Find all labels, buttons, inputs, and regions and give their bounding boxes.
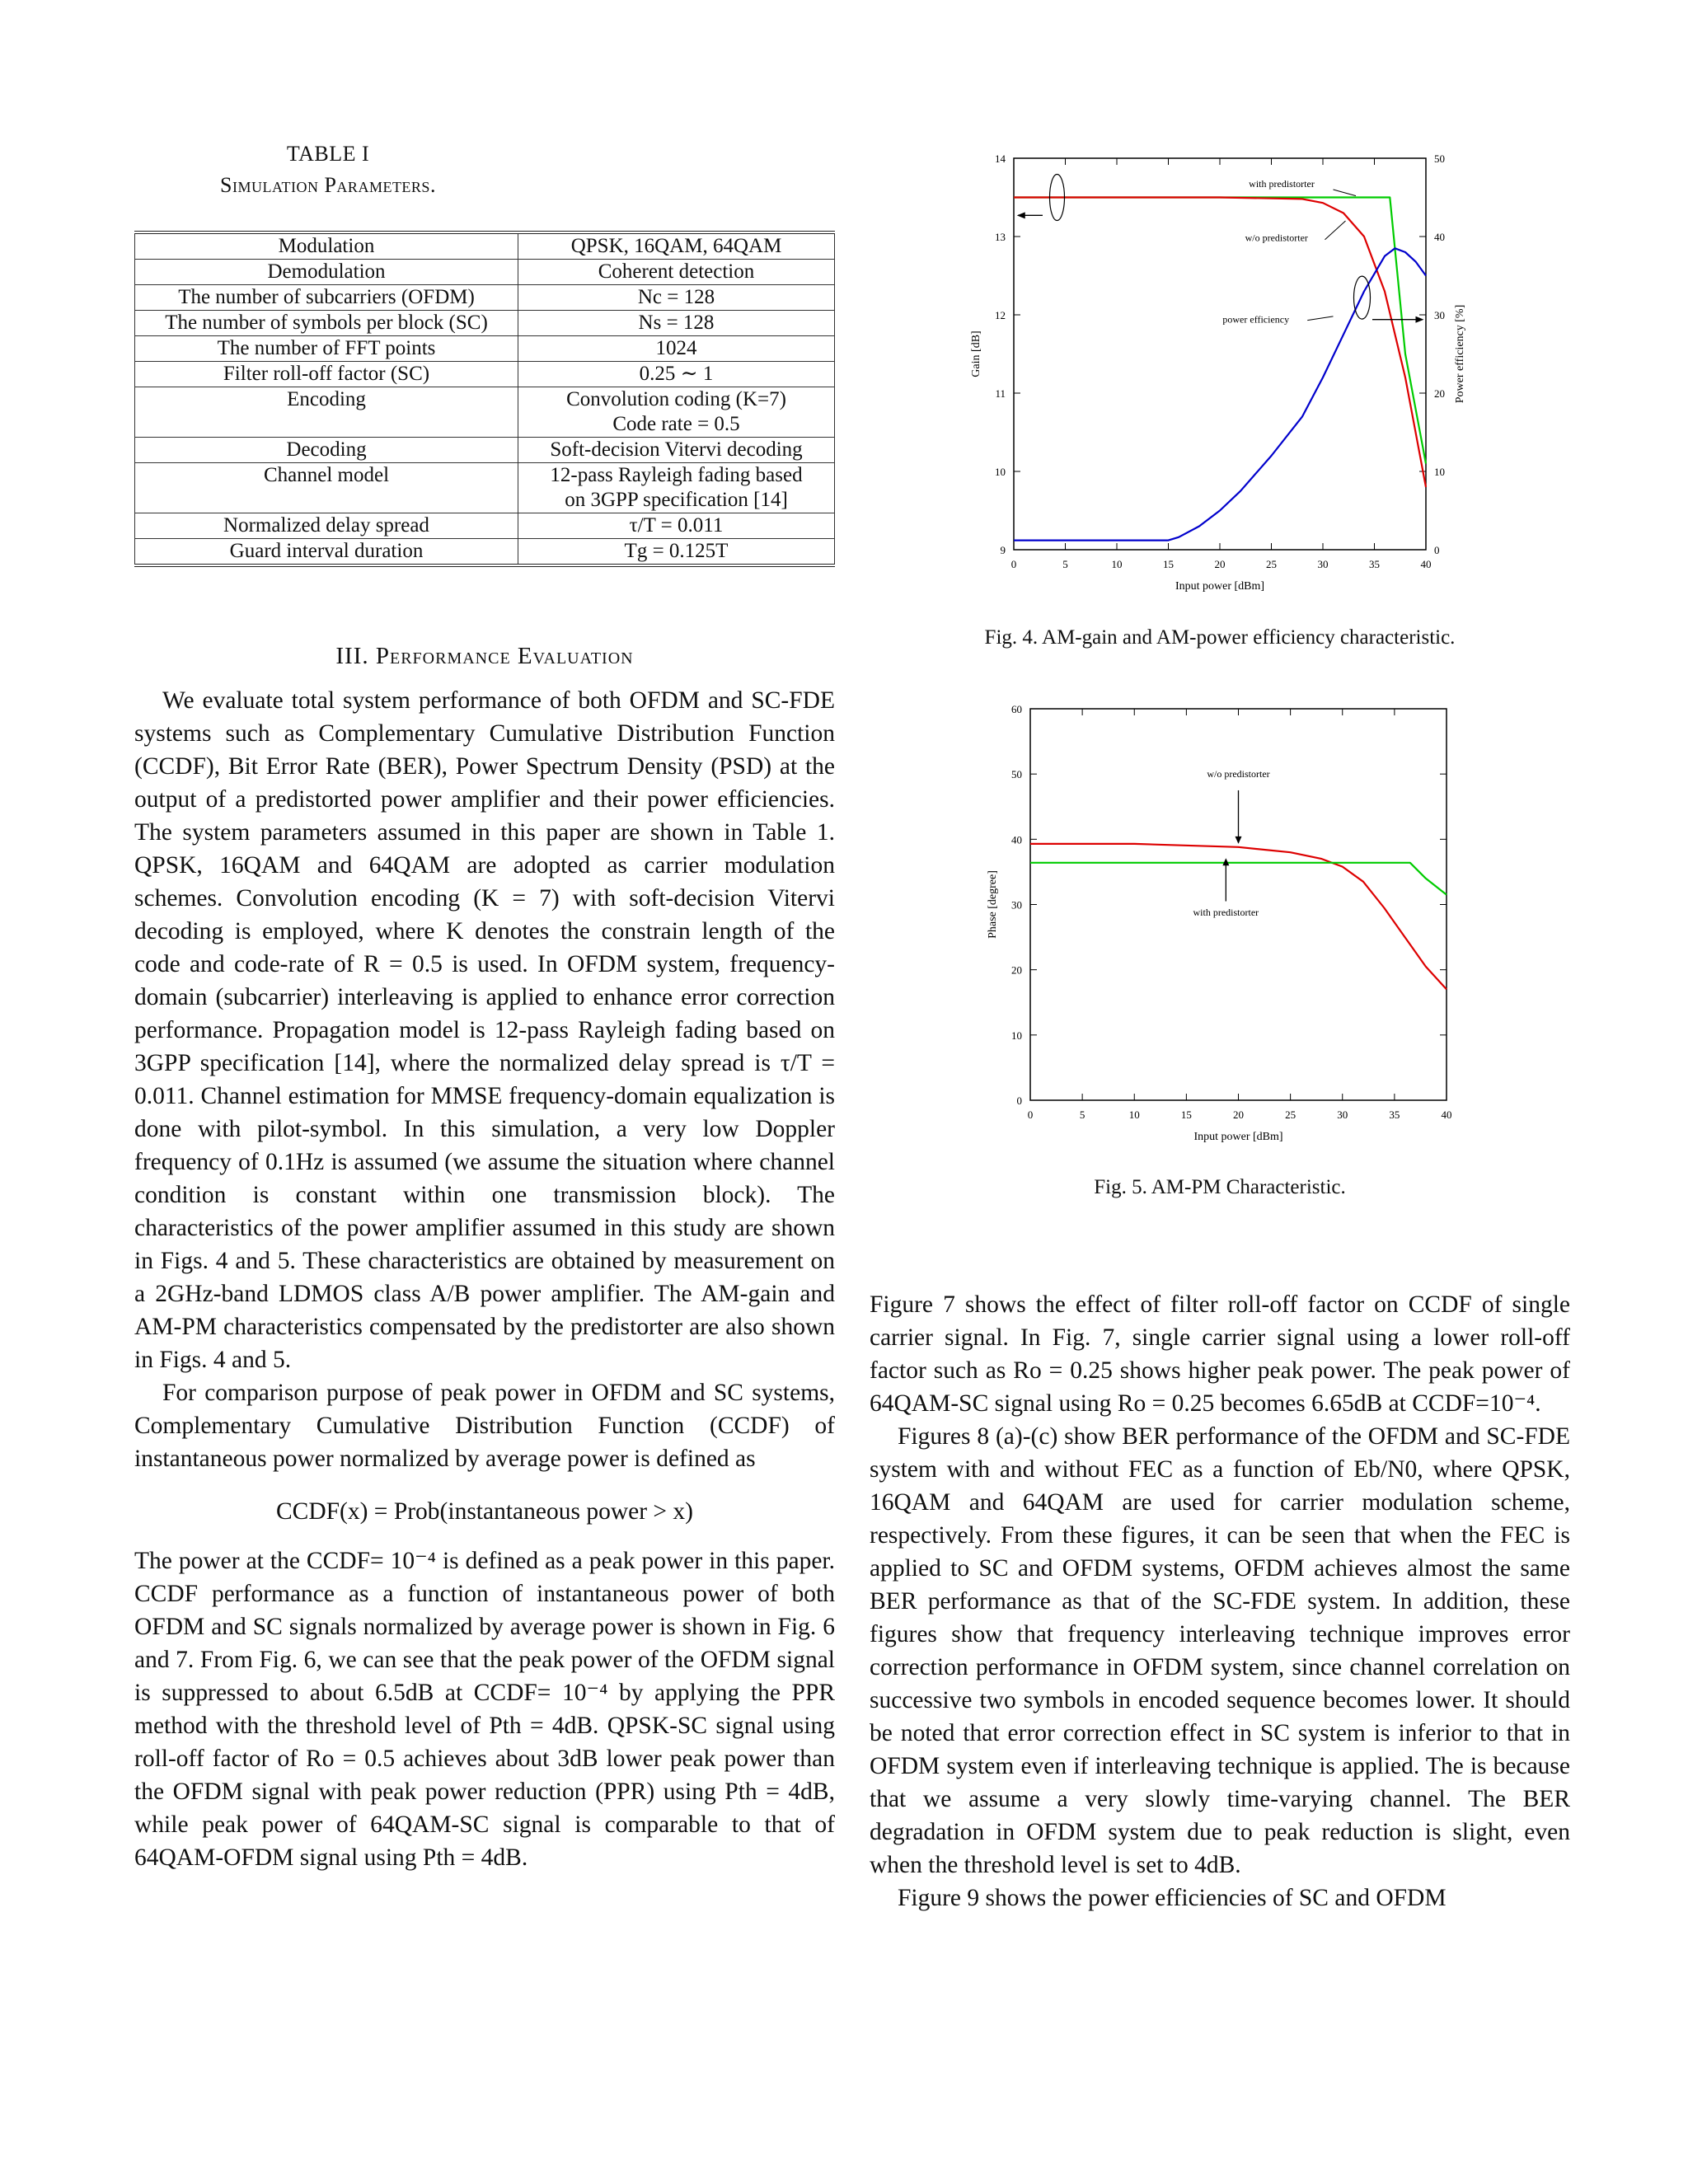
y-tick-label: 20 (1011, 963, 1022, 977)
value-cell (518, 260, 835, 285)
y-tick-label: 11 (995, 387, 1006, 400)
annotation-power-efficiency: power efficiency (1222, 313, 1290, 326)
param-cell: The number of symbols per block (SC) (135, 311, 518, 336)
y2-tick-label: 30 (1434, 309, 1445, 321)
value-line: 1024 (655, 337, 697, 359)
x-axis-label: Input power [dBm] (1193, 1131, 1283, 1143)
section-title: Performance Evaluation (375, 643, 634, 669)
annotation-arrow (1307, 316, 1333, 321)
paragraph: Figures 8 (a)-(c) show BER performance of the OFDM and SC-FDE system with and without FEC as a function of Eb/N0, where QPSK, 16QAM and 64QAM are used for carrier modulation scheme, respectively. From these figures, it can be seen that when the FEC is applied to SC and OFDM systems, OFDM achieves almost the same BER performance as that of the SC-FDE system. In addition, these figures show that frequency interleaving technique improves error correction performance in OFDM system, since channel correlation on successive two symbols in encoded sequence becomes lower. It should be noted that error correction effect in SC system is inferior to that in OFDM system even if interleaving technique is applied. The is because that we assume a very slowly time-varying channel. The BER degradation in OFDM system due to peak reduction is slight, even when the threshold level is set to 4dB. (870, 1423, 1570, 1878)
value-line: Ns = 128 (638, 312, 715, 334)
x-tick-label: 5 (1062, 558, 1068, 570)
y-tick-label: 10 (1011, 1029, 1022, 1042)
y2-tick-label: 20 (1434, 387, 1445, 400)
x-tick-label: 30 (1337, 1108, 1348, 1121)
param-cell: The number of subcarriers (OFDM) (135, 285, 518, 311)
table-row (135, 539, 835, 566)
annotation-wo-predistorter: w/o predistorter (1207, 768, 1270, 780)
value-cell (518, 362, 835, 387)
table-row (135, 513, 835, 539)
value-cell (518, 438, 835, 463)
y-tick-label: 30 (1011, 898, 1022, 912)
y-tick-label: 14 (995, 152, 1006, 165)
y2-axis-label: Power efficiency [%] (1454, 304, 1466, 404)
plot-frame (1014, 158, 1426, 550)
value-line: Convolution coding (K=7) (566, 388, 786, 410)
y-axis-label: Phase [degree] (987, 870, 999, 939)
value-cell (518, 311, 835, 336)
paragraph: Figure 7 shows the effect of filter roll-off factor on CCDF of single carrier signal. In Fig. 7, single carrier signal using a lower roll-off factor such as Ro = 0.25 shows higher peak power. The peak power of 64QAM-SC signal using Ro = 0.25 becomes 6.65dB at CCDF=10⁻⁴. (870, 1291, 1570, 1417)
x-tick-label: 30 (1317, 558, 1329, 570)
x-tick-label: 40 (1420, 558, 1432, 570)
param-cell: Filter roll-off factor (SC) (135, 362, 518, 387)
x-tick-label: 35 (1369, 558, 1380, 570)
x-tick-label: 35 (1389, 1108, 1400, 1121)
series-line (1014, 248, 1426, 540)
value-line: Soft-decision Vitervi decoding (550, 438, 803, 461)
series-line (1030, 863, 1447, 895)
table-title: TABLE I (286, 142, 370, 166)
paragraph: For comparison purpose of peak power in OFDM and SC systems, Complementary Cumulative Distribution Function (CCDF) of instantaneous power normalized by average power is defined as (134, 1380, 835, 1472)
value-line: 12-pass Rayleigh fading based (550, 464, 803, 486)
y-tick-label: 12 (995, 309, 1006, 321)
table-row (135, 438, 835, 463)
value-line: Code rate = 0.5 (612, 413, 740, 435)
x-tick-label: 5 (1079, 1108, 1085, 1121)
value-cell (518, 232, 835, 260)
section-heading (134, 643, 835, 670)
y-axis-label: Gain [dB] (970, 330, 982, 377)
value-line: τ/T = 0.011 (629, 514, 724, 537)
param-cell: Decoding (135, 438, 518, 463)
arrowhead (1236, 837, 1242, 844)
param-cell: Normalized delay spread (135, 513, 518, 539)
y-tick-label: 10 (995, 466, 1006, 478)
y2-tick-label: 40 (1434, 231, 1445, 243)
annotation-wo-predistorter: w/o predistorter (1245, 232, 1308, 244)
table-row (135, 311, 835, 336)
value-line: Nc = 128 (637, 286, 715, 308)
annotation-arrow (1334, 190, 1357, 196)
y-tick-label: 40 (1011, 833, 1022, 846)
equation: CCDF(x) = Prob(instantaneous power > x) (275, 1498, 694, 1525)
param-cell: Modulation (135, 232, 518, 260)
x-tick-label: 25 (1285, 1108, 1296, 1121)
value-cell (518, 463, 835, 513)
arrowhead (1416, 316, 1424, 323)
value-line: on 3GPP specification [14] (565, 489, 788, 511)
param-cell: Demodulation (135, 260, 518, 285)
x-tick-label: 40 (1441, 1108, 1452, 1121)
x-axis-label: Input power [dBm] (1175, 580, 1265, 593)
table-row (135, 285, 835, 311)
param-cell: Guard interval duration (135, 539, 518, 566)
x-tick-label: 10 (1111, 558, 1123, 570)
arrowhead (1017, 212, 1025, 218)
y2-tick-label: 50 (1434, 152, 1445, 165)
table-row (135, 260, 835, 285)
x-tick-label: 25 (1266, 558, 1277, 570)
right-column-text (870, 1288, 1570, 1915)
fig4-chart (964, 140, 1492, 602)
table-row (135, 387, 835, 438)
annotation-with-predistorter: with predistorter (1249, 178, 1315, 190)
y-tick-label: 13 (995, 231, 1006, 243)
x-tick-label: 20 (1233, 1108, 1244, 1121)
section-number: III. (335, 643, 369, 669)
x-tick-label: 15 (1180, 1108, 1192, 1121)
paragraph: Figure 9 shows the power efficiencies of SC and OFDM (898, 1885, 1447, 1911)
x-tick-label: 0 (1010, 558, 1017, 570)
table-row (135, 336, 835, 362)
value-cell (518, 539, 835, 566)
value-cell (518, 336, 835, 362)
table-row (135, 232, 835, 260)
value-line: QPSK, 16QAM, 64QAM (570, 235, 782, 257)
x-tick-label: 10 (1128, 1108, 1140, 1121)
fig4-caption: Fig. 4. AM-gain and AM-power efficiency characteristic. (984, 626, 1456, 649)
y-tick-label: 0 (1016, 1094, 1022, 1107)
value-cell (518, 513, 835, 539)
value-cell (518, 387, 835, 438)
param-cell: Channel model (135, 463, 518, 513)
value-line: 0.25 ∼ 1 (639, 363, 714, 385)
paragraph: We evaluate total system performance of both OFDM and SC-FDE systems such as Complementary Cumulative Distribution Function (CCDF), Bit Error Rate (BER), Power Spectrum Density (PSD) at the output of a predistorted power amplifier and their power efficiencies. The system parameters assumed in this paper are shown in Table 1. QPSK, 16QAM and 64QAM are adopted as carrier modulation schemes. Convolution encoding (K = 7) with soft-decision Vitervi decoding is employed, where K denotes the constrain length of the code and code-rate of R = 0.5 is used. In OFDM system, frequency-domain (subcarrier) interleaving is applied to enhance error correction performance. Propagation model is 12-pass Rayleigh fading based on 3GPP specification [14], where the normalized delay spread is τ/T = 0.011. Channel estimation for MMSE frequency-domain equalization is done with pilot-symbol. In this simulation, a very low Doppler frequency of 0.1Hz is assumed (we assume the situation where channel condition is constant within one transmission block). The characteristics of the power amplifier assumed in this study are shown in Figs. 4 and 5. These characteristics are obtained by measurement on a 2GHz-band LDMOS class A/B power amplifier. The AM-gain and AM-PM characteristics compensated by the predistorter are also shown in Figs. 4 and 5. (134, 687, 835, 1373)
table-row (135, 362, 835, 387)
paragraph: The power at the CCDF= 10⁻⁴ is defined as a peak power in this paper. CCDF performance as a function of instantaneous power of both OFDM and SC signals normalized by average power is shown in Fig. 6 and 7. From Fig. 6, we can see that the peak power of the OFDM signal is suppressed to about 6.5dB at CCDF= 10⁻⁴ by applying the PPR method with the threshold level of Pth = 4dB. QPSK-SC signal using roll-off factor of Ro = 0.5 achieves about 3dB lower peak power than the OFDM signal with peak power reduction (PPR) using Pth = 4dB, while peak power of 64QAM-SC signal is comparable to that of 64QAM-OFDM signal using Pth = 4dB. (134, 1548, 835, 1871)
y2-tick-label: 10 (1434, 466, 1445, 478)
table-subtitle: Simulation Parameters. (220, 173, 436, 197)
y2-tick-label: 0 (1434, 544, 1440, 556)
x-tick-label: 20 (1214, 558, 1226, 570)
annotation-arrow (1325, 221, 1346, 240)
left-column-text (134, 684, 835, 1874)
y-tick-label: 50 (1011, 768, 1022, 781)
x-tick-label: 15 (1163, 558, 1174, 570)
x-tick-label: 0 (1027, 1108, 1034, 1121)
param-cell: The number of FFT points (135, 336, 518, 362)
fig5-chart (973, 696, 1484, 1150)
series-line (1014, 198, 1426, 488)
value-line: Coherent detection (598, 260, 755, 283)
y-tick-label: 9 (1000, 544, 1006, 556)
annotation-with-predistorter: with predistorter (1193, 906, 1259, 918)
table-row (135, 463, 835, 513)
fig5-caption: Fig. 5. AM-PM Characteristic. (1094, 1176, 1346, 1198)
y-tick-label: 60 (1011, 703, 1022, 715)
value-line: Tg = 0.125T (624, 540, 729, 562)
value-cell (518, 285, 835, 311)
param-cell: Encoding (135, 387, 518, 438)
parameters-table (134, 231, 835, 567)
